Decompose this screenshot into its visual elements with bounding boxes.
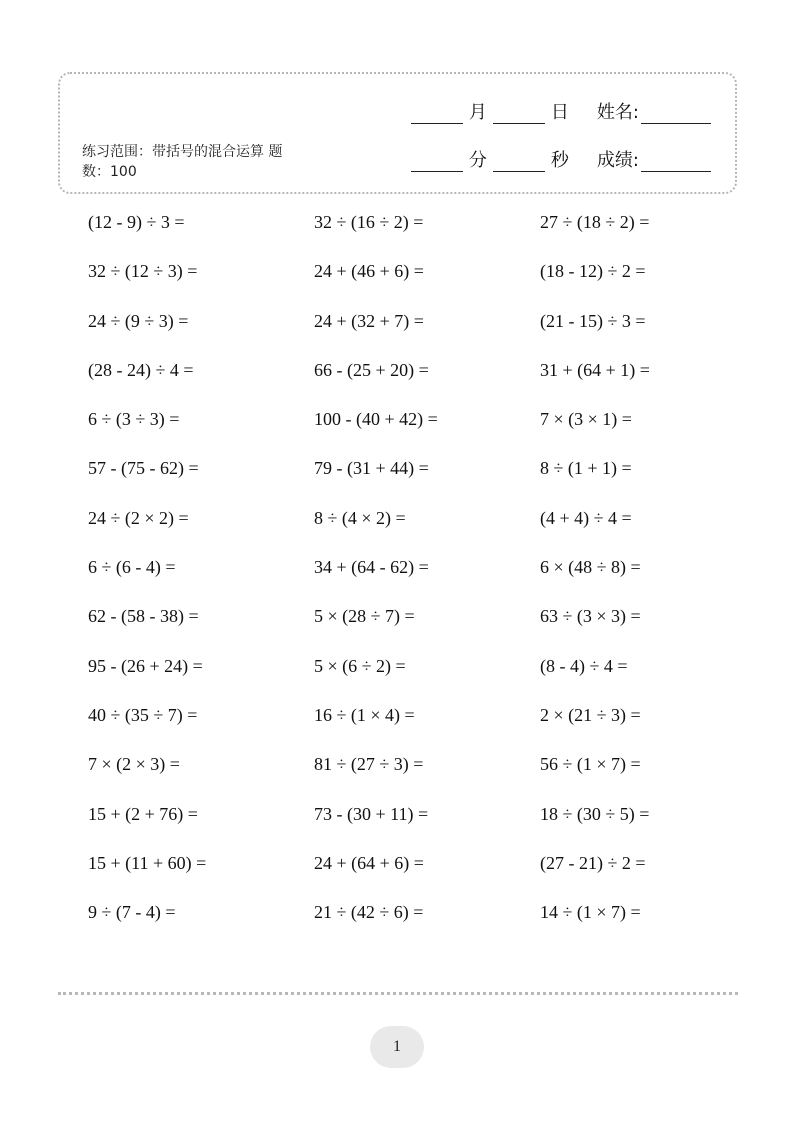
dotted-divider [58,992,738,995]
problem-item: 24 + (64 + 6) = [314,852,424,873]
problem-item: 24 + (32 + 7) = [314,310,424,331]
problem-item: 8 ÷ (1 + 1) = [540,458,632,479]
minute-blank[interactable] [411,153,463,172]
problem-item: (8 - 4) ÷ 4 = [540,655,628,676]
problem-item: 66 - (25 + 20) = [314,359,429,380]
problem-item: 62 - (58 - 38) = [88,606,199,627]
problem-item: 81 ÷ (27 ÷ 3) = [314,754,424,775]
problem-item: (21 - 15) ÷ 3 = [540,310,646,331]
month-label: 月 [468,102,487,123]
problem-item: 14 ÷ (1 × 7) = [540,902,641,923]
problem-item: (18 - 12) ÷ 2 = [540,261,646,282]
problem-item: (28 - 24) ÷ 4 = [88,359,194,380]
problem-item: 95 - (26 + 24) = [88,655,203,676]
problem-item: (4 + 4) ÷ 4 = [540,507,632,528]
header-box [58,72,737,194]
problem-item: 34 + (64 - 62) = [314,557,429,578]
problem-item: 24 + (46 + 6) = [314,261,424,282]
page-number: 1 [370,1026,424,1068]
problem-item: 57 - (75 - 62) = [88,458,199,479]
problem-item: 9 ÷ (7 - 4) = [88,902,176,923]
practice-range: 练习范围：带括号的混合运算 题数：100 [82,144,283,180]
problem-item: 15 + (11 + 60) = [88,852,207,873]
problem-item: 5 × (6 ÷ 2) = [314,655,406,676]
problem-item: 32 ÷ (16 ÷ 2) = [314,212,424,232]
problem-item: 21 ÷ (42 ÷ 6) = [314,902,424,923]
second-label: 秒 [550,150,569,171]
problem-item: 18 ÷ (30 ÷ 5) = [540,803,650,824]
name-blank[interactable] [641,105,711,124]
problem-item: 7 × (3 × 1) = [540,409,632,430]
problem-item: 5 × (28 ÷ 7) = [314,606,415,627]
problem-item: 6 × (48 ÷ 8) = [540,557,641,578]
problem-item: 40 ÷ (35 ÷ 7) = [88,704,198,725]
problem-item: 6 ÷ (6 - 4) = [88,557,176,578]
problem-item: 63 ÷ (3 × 3) = [540,606,641,627]
problem-item: 27 ÷ (18 ÷ 2) = [540,212,650,232]
problem-item: 31 + (64 + 1) = [540,359,650,380]
problem-item: 73 - (30 + 11) = [314,803,429,824]
problem-item: 24 ÷ (9 ÷ 3) = [88,310,189,331]
problem-item: 15 + (2 + 76) = [88,803,198,824]
problem-item: 56 ÷ (1 × 7) = [540,754,641,775]
problem-item: (27 - 21) ÷ 2 = [540,852,646,873]
score-label: 成绩: [596,150,639,171]
day-blank[interactable] [493,105,545,124]
score-blank[interactable] [641,153,711,172]
second-blank[interactable] [493,153,545,172]
month-blank[interactable] [411,105,463,124]
problem-item: (12 - 9) ÷ 3 = [88,212,185,232]
time-score-row [411,146,711,172]
problem-grid [88,208,748,947]
problem-item: 7 × (2 × 3) = [88,754,180,775]
minute-label: 分 [468,150,487,171]
problem-item: 32 ÷ (12 ÷ 3) = [88,261,198,282]
name-label: 姓名: [596,102,639,123]
problem-item: 2 × (21 ÷ 3) = [540,704,641,725]
day-label: 日 [550,102,569,123]
problem-item: 16 ÷ (1 × 4) = [314,704,415,725]
problem-item: 100 - (40 + 42) = [314,409,438,430]
problem-item: 79 - (31 + 44) = [314,458,429,479]
problem-item: 8 ÷ (4 × 2) = [314,507,406,528]
date-name-row [411,98,711,124]
problem-item: 24 ÷ (2 × 2) = [88,507,189,528]
problem-item: 6 ÷ (3 ÷ 3) = [88,409,180,430]
